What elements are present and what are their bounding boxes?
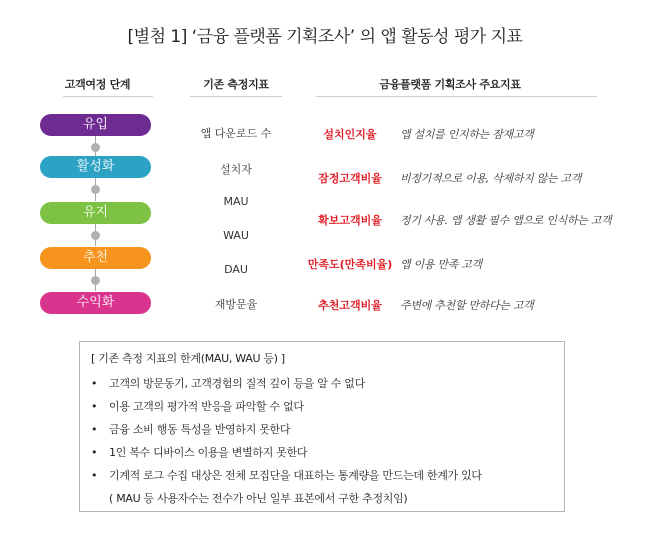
- connector-dot: [91, 231, 100, 240]
- bullet-icon: •: [91, 423, 98, 436]
- limit-item: [91, 375, 365, 391]
- header-divider: [316, 96, 597, 97]
- bullet-icon: •: [91, 446, 98, 459]
- header-existing-metrics: 기존 측정지표: [203, 78, 269, 91]
- bullet-icon: •: [91, 469, 98, 482]
- limit-item: [91, 421, 290, 437]
- limit-item-text: 고객의 방문동기, 고객경험의 질적 깊이 등을 알 수 없다: [109, 377, 365, 390]
- indicator-referral-customers-desc: 주변에 추천할 만하다는 고객: [400, 299, 534, 312]
- limits-box: [79, 341, 565, 512]
- limit-item: [91, 467, 482, 483]
- metric-app-downloads: 앱 다운로드 수: [200, 127, 272, 140]
- connector-dot: [91, 143, 100, 152]
- limit-item-text: 금융 소비 행동 특성을 반영하지 못한다: [109, 423, 291, 436]
- header-journey-stage: 고객여정 단계: [64, 78, 131, 91]
- stage-retention: 유지: [40, 202, 151, 224]
- stage-inflow: 유입: [40, 114, 151, 136]
- bullet-icon: •: [91, 377, 98, 390]
- indicator-potential-customers-desc: 비정기적으로 이용, 삭제하지 않는 고객: [400, 172, 582, 185]
- limit-item: [91, 398, 304, 414]
- metric-wau: WAU: [223, 229, 249, 242]
- indicator-install-awareness: 설치인지율: [323, 128, 377, 141]
- indicator-install-awareness-desc: 앱 설치를 인지하는 잠재고객: [400, 128, 534, 141]
- limits-title: [ 기존 측정 지표의 한계(MAU, WAU 등) ]: [91, 352, 285, 365]
- indicator-referral-customers: 추천고객비율: [318, 299, 382, 312]
- indicator-secured-customers: 확보고객비율: [318, 214, 382, 227]
- indicator-satisfaction-desc: 앱 이용 만족 고객: [400, 258, 482, 271]
- header-divider: [190, 96, 282, 97]
- indicator-satisfaction: 만족도(만족비율): [307, 258, 393, 271]
- indicator-potential-customers: 잠정고객비율: [318, 172, 382, 185]
- stage-monetization: 수익화: [40, 292, 151, 314]
- connector-dot: [91, 185, 100, 194]
- metric-installers: 설치자: [220, 163, 252, 176]
- metric-mau: MAU: [223, 195, 249, 208]
- limit-item-text: 1인 복수 디바이스 이용을 변별하지 못한다: [109, 446, 308, 459]
- limit-item-text: 기계적 로그 수집 대상은 전체 모집단을 대표하는 통계량을 만드는데 한계가 있다: [109, 469, 482, 482]
- indicator-secured-customers-desc: 정기 사용. 앱 생활 필수 앱으로 인식하는 고객: [400, 214, 612, 227]
- stage-activation: 활성화: [40, 156, 151, 178]
- metric-dau: DAU: [224, 263, 248, 276]
- limit-item: [91, 444, 307, 460]
- page-title: [별첨 1] ‘금융 플랫폼 기획조사’ 의 앱 활동성 평가 지표: [127, 27, 523, 47]
- limit-item-text: 이용 고객의 평가적 반응을 파악할 수 없다: [109, 400, 304, 413]
- bullet-icon: •: [91, 400, 98, 413]
- header-divider: [63, 96, 153, 97]
- connector-dot: [91, 276, 100, 285]
- limits-note: ( MAU 등 사용자수는 전수가 아닌 일부 표본에서 구한 추정치임): [109, 492, 408, 505]
- header-key-indicators: 금융플랫폼 기획조사 주요지표: [379, 78, 521, 91]
- metric-revisit-rate: 재방문율: [214, 298, 258, 311]
- stage-referral: 추천: [40, 247, 151, 269]
